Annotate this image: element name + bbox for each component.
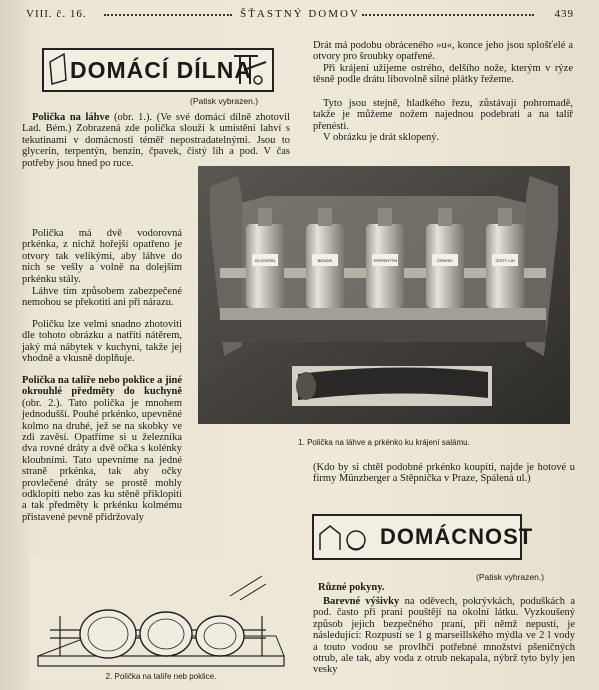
text-buy-note: (Kdo by si chtěl podobné prkénko koupiti, najde je hotové u firmy Münzberger a Stěpnička v Praze, Spálená ul.) [313,462,575,485]
bottle-shelf-illustration [198,166,570,424]
workshop-credit: (Patisk vybrazen.) [190,96,259,106]
buy-note [313,462,575,485]
household-title: DOMÁCNOST [380,524,534,549]
running-header [26,8,574,24]
household-credit: (Patisk vyhrazen.) [476,572,545,582]
lead-bottle-shelf: Polička na láhve [32,112,110,123]
paragraph-wire-folded [313,132,573,143]
text-cutting: Při krájení užijeme ostrého, delšího nože, kterým v rýze těsně podle drátu libovolně silné plátky řežeme. [313,63,573,86]
figure-2-drawing [30,556,292,680]
paragraph-plate-shelf [22,375,182,523]
workshop-title: DOMÁCÍ DÍLNA [70,57,252,83]
text-plate-shelf: (obr. 2.). Tato polička je mnohem jednodušší. Pouhé prkénko, upevněné kolmo na druhé, jež se na skobky ve zdi zavěsí. Opatříme si u železníka dva rovné dráty a dvě očka s kolénky kloubními. Tato upevníme na jedné straně prkénka, tak aby očky provlečené dráty se prostě mohly odklopiti nebo zas ku stěně přiklopiti a tak předměty k prkénku kolmému přistavené pevně přidržovaly [22,397,182,523]
label-4: ČPAVEK [437,258,453,263]
salami-board [292,366,492,406]
magazine-title: ŠŤASTNÝ DOMOV [240,8,360,20]
figure-2-caption: 2. Polička na talíře neb poklice. [105,672,217,681]
text-bottle-shelf: (obr. 1.). (Ve své domácí dílně zhotovil Lad. Bém.) Zobrazená zde polička slouží k umístění lahví s tekutinami v domácnosti téměř nepostradatelnými. Jsou to glycerin, terpentýn, benzin, čpavek, čistý líh a pod. V čas potřeby jsou hned po ruce. [22,112,290,169]
header-dots-right [362,14,534,16]
workshop-masthead [42,48,274,92]
lead-embroidery: Barevné výšivky [323,596,400,607]
text-two-boards: Polička má dvě vodorovná prkénka, z nichž hořejší opatřeno je otvory tak velikými, aby láhve do nich se vešly a volně na dolejším prkénku stály. [22,228,182,285]
paragraph-wire-shape [313,40,573,63]
paragraph-two-boards [22,228,182,285]
paragraph-secured [22,286,182,309]
text-wire-folded: V obrázku je drát sklopený. [323,132,440,143]
text-slices: Tyto jsou stejně, hladkého řezu, zůstávají pohromadě, takže je můžeme nožem najednou podebrati a na talíř přenésti. [313,98,573,132]
text-make-it: Poličku lze velmi snadno zhotoviti dle tohoto obrázku a natříti nátěrem, jaký má nábytek v kuchyni, takže jej vhodně a vkusně doplňuje. [22,319,182,365]
lead-plate-shelf: Polička na talíře nebo poklice a jiné okrouhlé předměty do kuchyně [22,375,182,398]
figure-1-caption: 1. Polička na láhve a prkénko ku krájení salámu. [298,438,470,447]
label-5: ČISTÝ LÍH [495,258,515,263]
label-1: GLYCERIN [254,258,276,263]
figure-1-photo [198,166,570,424]
label-2: BENZIN [317,258,333,263]
page-number: 439 [554,8,574,20]
issue-number: VIII. č. 16. [26,8,87,20]
paragraph-slices [313,98,573,132]
text-secured: Láhve tím způsobem zabezpečené nemohou se překotiti ani při nárazu. [22,286,182,309]
paragraph-make-it [22,319,182,365]
plate-shelf-illustration [30,556,292,680]
paragraph-cutting [313,63,573,86]
paragraph-bottle-shelf [22,112,290,169]
text-embroidery: na oděvech, pokrývkách, poduškách a pod. často při praní pouštějí na okolní látku. Vyzkoušený způsob jejich bezpečného praní, při němž nepustí, je následující: Rozpustí se 1 g marseillského mýdla ve 2 l vody a touto vodou se provlhčí potřebné množství pšeničných otrub, ale tak, aby voda z otrub nekapala, nýbrž tyto byly jen vesky [313,596,576,676]
text-wire-shape: Drát má podobu obráceného »u«, konce jeho jsou splošťelé a otvory pro šroubky opatřené. [313,40,573,63]
household-masthead [312,514,534,560]
paragraph-embroidery [313,596,575,676]
label-3: TERPENTÝN [372,258,398,263]
household-subhead: Různé pokyny. [318,582,385,593]
